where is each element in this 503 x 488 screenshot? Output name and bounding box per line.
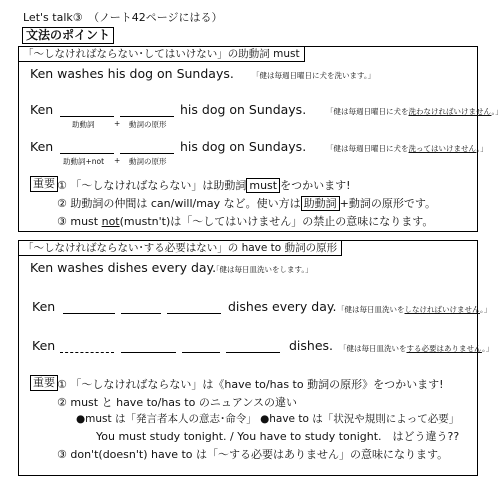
section-label-have-to: 「～しなければならない･する必要はない」の have to 動詞の原形 bbox=[18, 240, 342, 256]
comparison-question: You must study tonight. / You have to study tonight. はどう違う?? bbox=[96, 430, 460, 443]
section-label-must: 「～しなければならない･してはいけない」の助動詞 must bbox=[18, 46, 305, 62]
blank-label: 動詞の原形 bbox=[129, 157, 167, 166]
row-translation: 「健は毎日皿洗いをする必要はありません。」 bbox=[339, 344, 494, 353]
row-rest: his dog on Sundays. bbox=[180, 102, 307, 117]
blank-line bbox=[63, 313, 115, 314]
grammar-point-1: ① 「～しなければならない」は《have to/has to 動詞の原形》をつかいます! bbox=[57, 378, 444, 391]
blank-label: 助動詞+not bbox=[63, 157, 105, 166]
row-translation: 「健は毎週日曜日に犬を洗ってはいけません。」 bbox=[326, 144, 488, 153]
blank-label: 助動詞 bbox=[72, 120, 95, 129]
blank-line bbox=[226, 352, 280, 353]
blank-line bbox=[167, 313, 221, 314]
row-subject: Ken bbox=[32, 299, 56, 314]
blank-line bbox=[60, 352, 114, 353]
example-sentence: Ken washes his dog on Sundays. bbox=[30, 66, 234, 81]
row-translation: 「健は毎日皿洗いをしなければいけません。」 bbox=[337, 305, 492, 314]
grammar-point-3: ③ don't(doesn't) have to は「～する必要はありません」の意味になります。 bbox=[57, 448, 449, 461]
grammar-point-2: ② 助動詞の仲間は can/will/may など。使い方は 助動詞 +動詞の原形です。 bbox=[57, 197, 437, 210]
page-header: Let's talk③ （ノート42ページにはる） bbox=[23, 11, 223, 24]
row-rest: dishes. bbox=[289, 338, 334, 353]
blank-line bbox=[121, 352, 176, 353]
grammar-point-2-detail: ●must は「発言者本人の意志･命令」 ●have to は「状況や規則によって必要」 bbox=[76, 413, 460, 425]
blank-line bbox=[60, 116, 114, 117]
example-translation: 「健は毎日皿洗いをします。」 bbox=[212, 265, 313, 274]
example-sentence: Ken washes dishes every day. bbox=[30, 260, 217, 275]
row-subject: Ken bbox=[32, 338, 56, 353]
row-rest: dishes every day. bbox=[228, 299, 337, 314]
row-rest: his dog on Sundays. bbox=[180, 139, 307, 154]
blank-label: 動詞の原形 bbox=[129, 120, 167, 129]
grammar-point-3: ③ must not(mustn't)は「～してはいけません」の禁止の意味になります。 bbox=[57, 215, 434, 228]
grammar-point-1: ① 「～しなければならない」は助動詞 must をつかいます! bbox=[57, 179, 351, 192]
row-subject: Ken bbox=[30, 102, 54, 117]
important-badge: 重要 bbox=[30, 176, 58, 192]
blank-line bbox=[60, 153, 114, 154]
important-badge: 重要 bbox=[30, 375, 58, 391]
blank-line bbox=[120, 153, 174, 154]
plus-sign: + bbox=[114, 119, 121, 128]
blank-line bbox=[120, 116, 174, 117]
page-title: 文法のポイント bbox=[22, 27, 114, 44]
row-translation: 「健は毎週日曜日に犬を洗わなければいけません。」 bbox=[326, 107, 503, 116]
plus-sign: + bbox=[114, 156, 121, 165]
blank-line bbox=[121, 313, 161, 314]
row-subject: Ken bbox=[30, 139, 54, 154]
blank-line bbox=[182, 352, 220, 353]
example-translation: 「健は毎週日曜日に犬を洗います。」 bbox=[252, 71, 376, 80]
grammar-point-2: ② must と have to/has to のニュアンスの違い bbox=[57, 396, 298, 409]
